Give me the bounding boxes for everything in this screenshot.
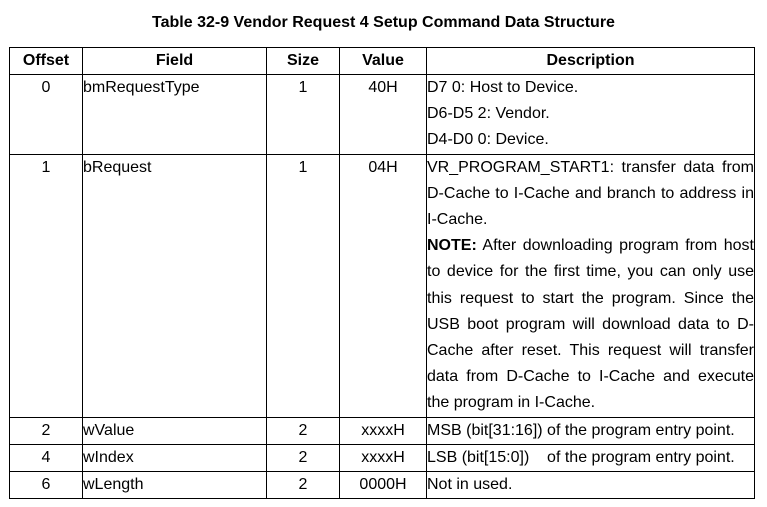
description-line: D4-D0 0: Device. (427, 131, 549, 149)
size-cell: 1 (267, 75, 340, 155)
offset-cell: 2 (10, 417, 83, 444)
field-cell: wValue (83, 417, 267, 444)
table-caption: Table 32-9 Vendor Request 4 Setup Command Data Structure (152, 14, 615, 31)
field-cell: wIndex (83, 444, 267, 471)
table-row (10, 417, 755, 444)
field-cell: bmRequestType (83, 75, 267, 155)
header-description: Description (427, 48, 755, 75)
table-row (10, 444, 755, 471)
offset-cell: 4 (10, 444, 83, 471)
header-offset: Offset (10, 48, 83, 75)
description-line: D7 0: Host to Device. (427, 79, 579, 96)
size-cell: 2 (267, 444, 340, 471)
header-field: Field (83, 48, 267, 75)
table-row (10, 472, 755, 499)
value-cell: xxxxH (340, 444, 427, 471)
description-text: VR_PROGRAM_START1: transfer data from D-Cache to I-Cache and branch to address in I-Cache. (427, 158, 754, 229)
value-cell: xxxxH (340, 417, 427, 444)
value-cell: 0000H (340, 472, 427, 499)
value-cell: 04H (340, 154, 427, 417)
offset-cell: 1 (10, 154, 83, 417)
table-row (10, 75, 755, 155)
setup-command-table (9, 47, 755, 499)
header-size: Size (267, 48, 340, 75)
description-cell: LSB (bit[15:0]) of the program entry point. (427, 444, 755, 471)
note-paragraph (427, 233, 754, 416)
size-cell: 1 (267, 154, 340, 417)
offset-cell: 0 (10, 75, 83, 155)
size-cell: 2 (267, 417, 340, 444)
note-label: NOTE: (427, 237, 477, 255)
header-row (10, 48, 755, 75)
description-cell (427, 154, 755, 417)
value-cell: 40H (340, 75, 427, 155)
description-cell: MSB (bit[31:16]) of the program entry point. (427, 417, 755, 444)
size-cell: 2 (267, 472, 340, 499)
description-cell: Not in used. (427, 472, 755, 499)
field-cell: wLength (83, 472, 267, 499)
field-cell: bRequest (83, 154, 267, 417)
note-text: After downloading program from host to device for the first time, you can only use this request to start the program. Since the USB boot program will download data to D-Cache after reset. This request will transfer data from D-Cache to I-Cache and execute the program in I-Cache. (427, 237, 754, 412)
offset-cell: 6 (10, 472, 83, 499)
table-row (10, 154, 755, 417)
header-value: Value (340, 48, 427, 75)
description-cell (427, 75, 755, 155)
description-line: D6-D5 2: Vendor. (427, 105, 550, 123)
